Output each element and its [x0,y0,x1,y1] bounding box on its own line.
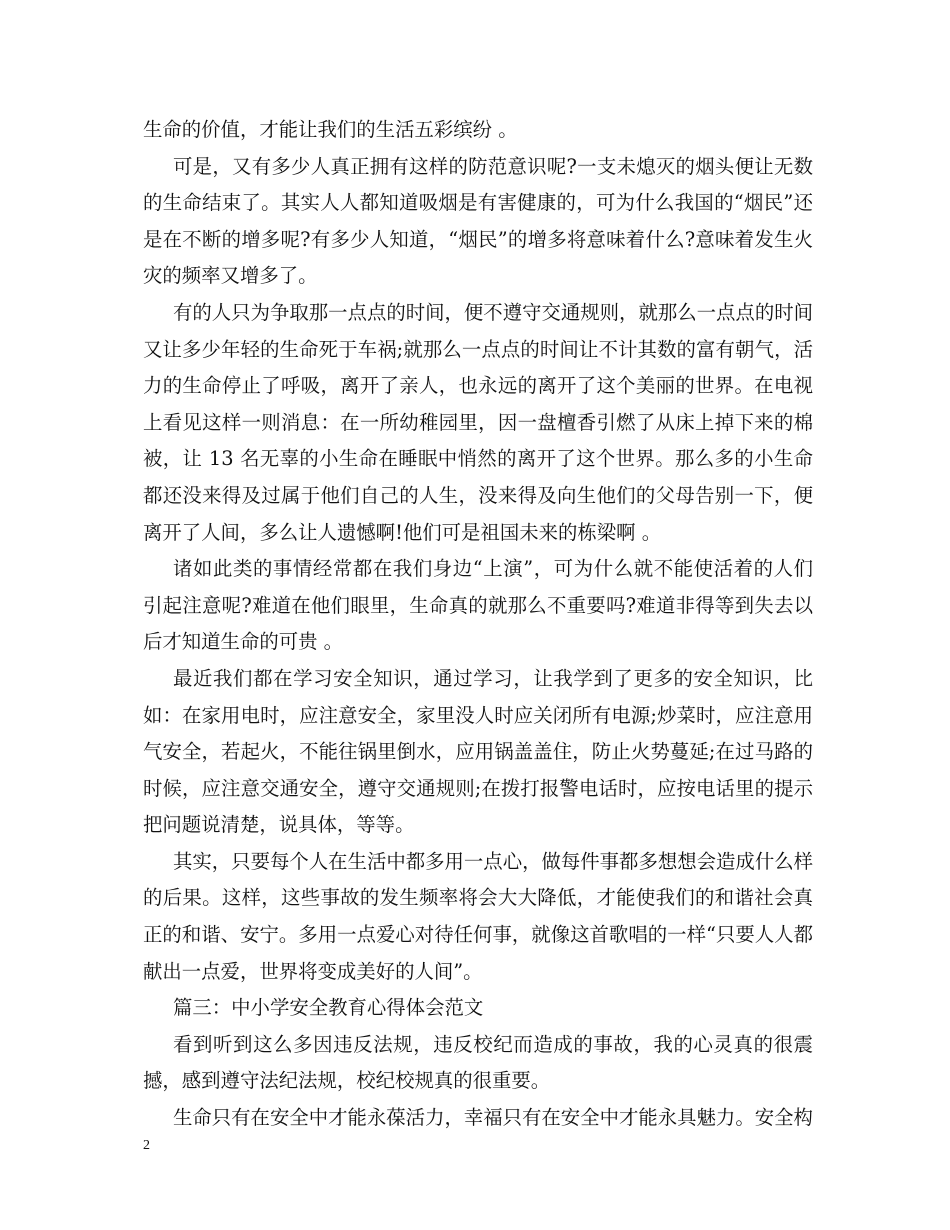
paragraph-3: 有的人只为争取那一点点的时间，便不遵守交通规则，就那么一点点的时间又让多少年轻的生命死于车祸;就那么一点点的时间让不计其数的富有朝气，活力的生命停止了呼吸，离开了亲人，也永远的离开了这个美丽的世界。在电视上看见这样一则消息：在一所幼稚园里，因一盘檀香引燃了从床上掉下来的棉被，让 13 名无辜的小生命在睡眠中悄然的离开了这个世界。那么多的小生命都还没来得及过属于他们自己的人生，没来得及向生他们的父母告别一下，便离开了人间，多么让人遗憾啊!他们可是祖国未来的栋梁啊 。 [143,300,813,544]
document-body [143,112,813,1137]
section-heading: 篇三：中小学安全教育心得体会范文 [173,996,484,1020]
paragraph-2: 可是，又有多少人真正拥有这样的防范意识呢?一支未熄灭的烟头便让无数的生命结束了。其实人人都知道吸烟是有害健康的，可为什么我国的“烟民”还是在不断的增多呢?有多少人知道，“烟民”的增多将意味着什么?意味着发生火灾的频率又增多了。 [143,154,813,288]
paragraph-5: 最近我们都在学习安全知识，通过学习，让我学到了更多的安全知识，比如：在家用电时，应注意安全，家里没人时应关闭所有电源;炒菜时，应注意用气安全，若起火，不能往锅里倒水，应用锅盖盖住，防止火势蔓延;在过马路的时候，应注意交通安全，遵守交通规则;在拨打报警电话时，应按电话里的提示把问题说清楚，说具体，等等。 [143,666,813,837]
page-number: 2 [143,1138,150,1153]
paragraph-7: 看到听到这么多因违反法规，违反校纪而造成的事故，我的心灵真的很震撼，感到遵守法纪法规，校纪校规真的很重要。 [143,1032,813,1093]
paragraph-8: 生命只有在安全中才能永葆活力，幸福只有在安全中才能永具魅力。安全构 [173,1106,813,1130]
paragraph-6: 其实，只要每个人在生活中都多用一点心，做每件事都多想想会造成什么样的后果。这样，这些事故的发生频率将会大大降低，才能使我们的和谐社会真正的和谐、安宁。多用一点爱心对待任何事，就像这首歌唱的一样“只要人人都献出一点爱，世界将变成美好的人间”。 [143,849,813,983]
paragraph-4: 诸如此类的事情经常都在我们身边“上演”，可为什么就不能使活着的人们引起注意呢?难道在他们眼里，生命真的就那么不重要吗?难道非得等到失去以后才知道生命的可贵 。 [143,557,813,654]
paragraph-1: 生命的价值，才能让我们的生活五彩缤纷 。 [143,118,518,141]
